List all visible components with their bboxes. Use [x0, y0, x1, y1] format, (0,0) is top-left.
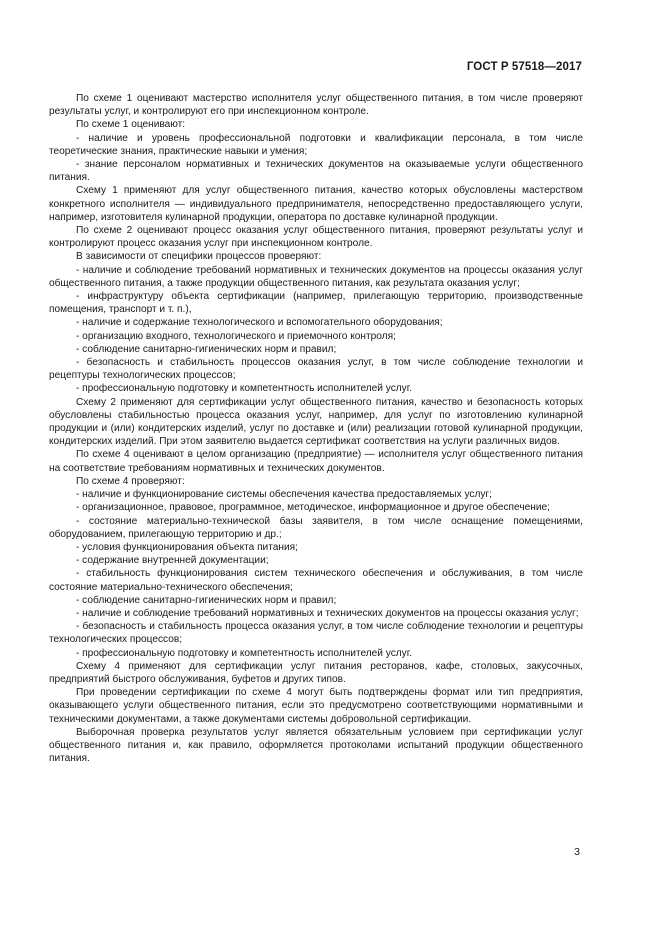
list-item: - безопасность и стабильность процесса оказания услуг, в том числе соблюдение технологии и рецептуры технологических процессов;	[49, 621, 583, 646]
list-item: - условия функционирования объекта питания;	[76, 541, 298, 553]
paragraph: По схеме 4 оценивают в целом организацию (предприятие) — исполнителя услуг общественного питания на соответствие требованиям нормативных и технических документов.	[49, 449, 583, 474]
paragraph: По схеме 4 проверяют:	[76, 475, 185, 487]
list-item: - организационное, правовое, программное, методическое, информационное и другое обеспечение;	[76, 502, 550, 514]
list-item: - наличие и содержание технологического и вспомогательного оборудования;	[76, 317, 443, 329]
list-item: - инфраструктуру объекта сертификации (например, прилегающую территорию, производственные помещения, транспорт и т. п.),	[49, 291, 583, 316]
page-number: 3	[574, 846, 580, 858]
paragraph: При проведении сертификации по схеме 4 могут быть подтверждены формат или тип предприятия, оказывающего услуги общественного питания, если это предусмотрено соответствующими нормативными и техническими документами, а также документами системы добровольной сертификации.	[49, 687, 583, 725]
paragraph: В зависимости от специфики процессов проверяют:	[76, 251, 322, 263]
list-item: - профессиональную подготовку и компетентность исполнителей услуг.	[76, 647, 413, 659]
body-text	[49, 92, 583, 765]
paragraph: Схему 1 применяют для услуг общественного питания, качество которых обусловлены мастерством конкретного исполнителя — индивидуального предпринимателя, непосредственно предоставляющего услуги, например, изготовителя кулинарной продукции, оператора по доставке кулинарной продукции.	[49, 185, 583, 223]
paragraph: По схеме 2 оценивают процесс оказания услуг общественного питания, проверяют результаты услуг и контролируют процесс оказания услуг при инспекционном контроле.	[49, 225, 583, 250]
paragraph: По схеме 1 оценивают:	[76, 119, 186, 131]
list-item: - соблюдение санитарно-гигиенических норм и правил;	[76, 594, 337, 606]
list-item: - безопасность и стабильность процессов оказания услуг, в том числе соблюдение технологии и рецептуры технологических процессов;	[49, 357, 583, 382]
list-item: - наличие и соблюдение требований нормативных и технических документов на процессы оказания услуг;	[76, 607, 579, 619]
list-item: - наличие и функционирование системы обеспечения качества предоставляемых услуг;	[76, 489, 492, 501]
list-item: - состояние материально-технической базы заявителя, в том числе оснащение помещениями, оборудованием, прилегающую территорию и др.;	[49, 515, 583, 540]
list-item: - профессиональную подготовку и компетентность исполнителей услуг.	[76, 383, 413, 395]
list-item: - наличие и соблюдение требований нормативных и технических документов на процессы оказания услуг общественного питания, а также продукции общественного питания, как результата оказания услуг;	[49, 264, 583, 289]
list-item: - наличие и уровень профессиональной подготовки и квалификации персонала, в том числе теоретические знания, практические навыки и умения;	[49, 132, 583, 157]
standard-designation: ГОСТ Р 57518—2017	[466, 61, 582, 73]
list-item: - организацию входного, технологического и приемочного контроля;	[76, 330, 396, 342]
list-item: - знание персоналом нормативных и технических документов на оказываемые услуги общественного питания.	[49, 159, 583, 184]
list-item: - содержание внутренней документации;	[76, 555, 269, 567]
paragraph: Схему 4 применяют для сертификации услуг питания ресторанов, кафе, столовых, закусочных, предприятий быстрого обслуживания, буфетов и других типов.	[49, 660, 583, 685]
list-item: - соблюдение санитарно-гигиенических норм и правил;	[76, 343, 337, 355]
paragraph: Схему 2 применяют для сертификации услуг общественного питания, качество и безопасность которых обусловлены стабильностью процесса оказания услуг, например, для услуг по изготовлению кулинарной продукции и (или) кондитерских изделий, услуг по доставке и (или) реализации готовой кулинарной продукции, кондитерских изделий. При этом заявителю выдается сертификат соответствия на услуги различных видов.	[49, 396, 583, 448]
paragraph: По схеме 1 оценивают мастерство исполнителя услуг общественного питания, в том числе проверяют результаты услуг, и контролируют его при инспекционном контроле.	[49, 93, 583, 118]
paragraph: Выборочная проверка результатов услуг является обязательным условием при сертификации услуг общественного питания и, как правило, оформляется протоколами испытаний продукции общественного питания.	[49, 726, 583, 765]
list-item: - стабильность функционирования систем технического обеспечения и обслуживания, в том числе состояние материально-технического обеспечения;	[49, 568, 583, 593]
